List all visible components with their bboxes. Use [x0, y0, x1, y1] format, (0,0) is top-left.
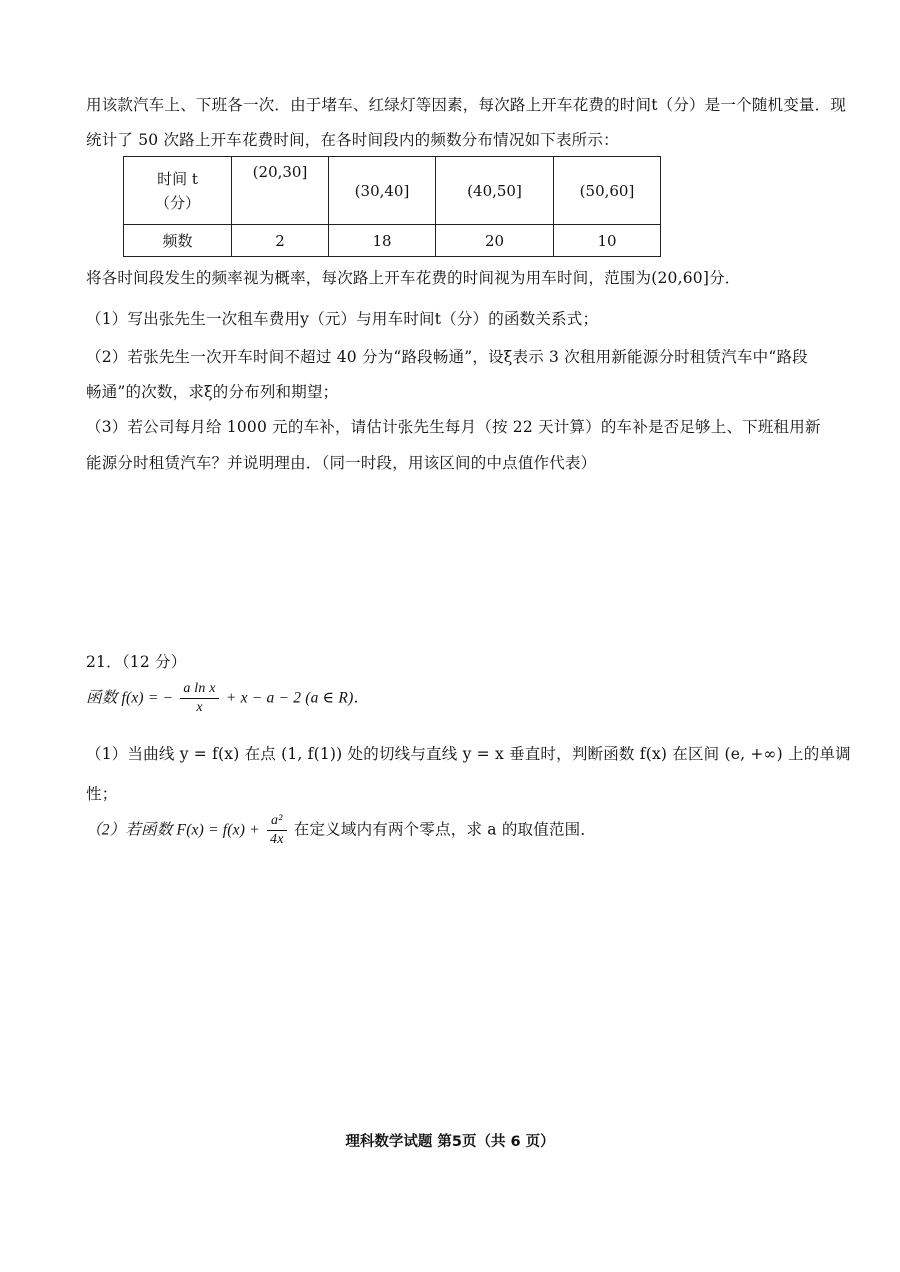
- q21-part2: [86, 812, 596, 849]
- probability-note: 将各时间段发生的频率视为概率，每次路上开车花费的时间视为用车时间，范围为(20,60]分．: [86, 269, 741, 287]
- table-header-time-label: 时间 t: [157, 169, 198, 188]
- q21-part1-line1: （1）当曲线 y = f(x) 在点 (1, f(1)) 处的切线与直线 y = x 垂直时，判断函数 f(x) 在区间 (e, +∞) 上的单调: [86, 745, 851, 763]
- q21-function-definition: [86, 680, 369, 717]
- table-interval-cell: (40,50]: [436, 157, 554, 225]
- function-suffix: + x − a − 2 (a ∈ R)．: [225, 689, 370, 707]
- problem-text-line-1: 用该款汽车上、下班各一次．由于堵车、红绿灯等因素，每次路上开车花费的时间t（分）是一个随机变量．现: [86, 96, 847, 114]
- q20-part2-line2: 畅通”的次数，求ξ的分布列和期望；: [86, 383, 339, 401]
- q21-header: 21．（12 分）: [86, 653, 187, 671]
- fraction-numerator: a²: [267, 812, 287, 831]
- table-header-time: [124, 157, 232, 225]
- page-footer: 理科数学试题 第5页（共 6 页）: [345, 1134, 555, 1150]
- part2-suffix: 在定义域内有两个零点，求 a 的取值范围．: [293, 820, 597, 839]
- table-count-cell: 2: [232, 225, 329, 257]
- table-count-row: [124, 225, 661, 257]
- part2-fraction: [267, 812, 287, 849]
- fraction-numerator: a ln x: [180, 680, 218, 699]
- table-header-row: [124, 157, 661, 225]
- table-interval-cell: (20,30]: [232, 157, 329, 225]
- part2-prefix: （2）若函数 F(x) = f(x) +: [86, 821, 260, 839]
- table-interval-cell: (30,40]: [329, 157, 436, 225]
- fraction-denominator: x: [196, 700, 203, 715]
- q20-part3-line1: （3）若公司每月给 1000 元的车补，请估计张先生每月（按 22 天计算）的车补是否足够上、下班租用新: [86, 418, 821, 436]
- table-count-cell: 18: [329, 225, 436, 257]
- q20-part1: （1）写出张先生一次租车费用y（元）与用车时间t（分）的函数关系式；: [86, 310, 599, 328]
- function-prefix: 函数 f(x) = −: [86, 689, 174, 707]
- q21-part1-line2: 性；: [86, 785, 118, 803]
- problem-text-line-2: 统计了 50 次路上开车花费时间，在各时间段内的频数分布情况如下表所示：: [86, 131, 619, 149]
- table-count-cell: 20: [436, 225, 554, 257]
- table-row-label: 频数: [124, 225, 232, 257]
- table-interval-cell: (50,60]: [554, 157, 661, 225]
- q20-part3-line2: 能源分时租赁汽车？并说明理由．（同一时段，用该区间的中点值作代表）: [86, 454, 597, 472]
- frequency-table: [123, 156, 661, 257]
- q20-part2-line1: （2）若张先生一次开车时间不超过 40 分为“路段畅通”，设ξ表示 3 次租用新能源分时租赁汽车中“路段: [86, 348, 808, 366]
- table-header-unit: （分）: [154, 193, 200, 212]
- fraction-denominator: 4x: [270, 832, 284, 847]
- function-fraction: [180, 680, 218, 717]
- table-count-cell: 10: [554, 225, 661, 257]
